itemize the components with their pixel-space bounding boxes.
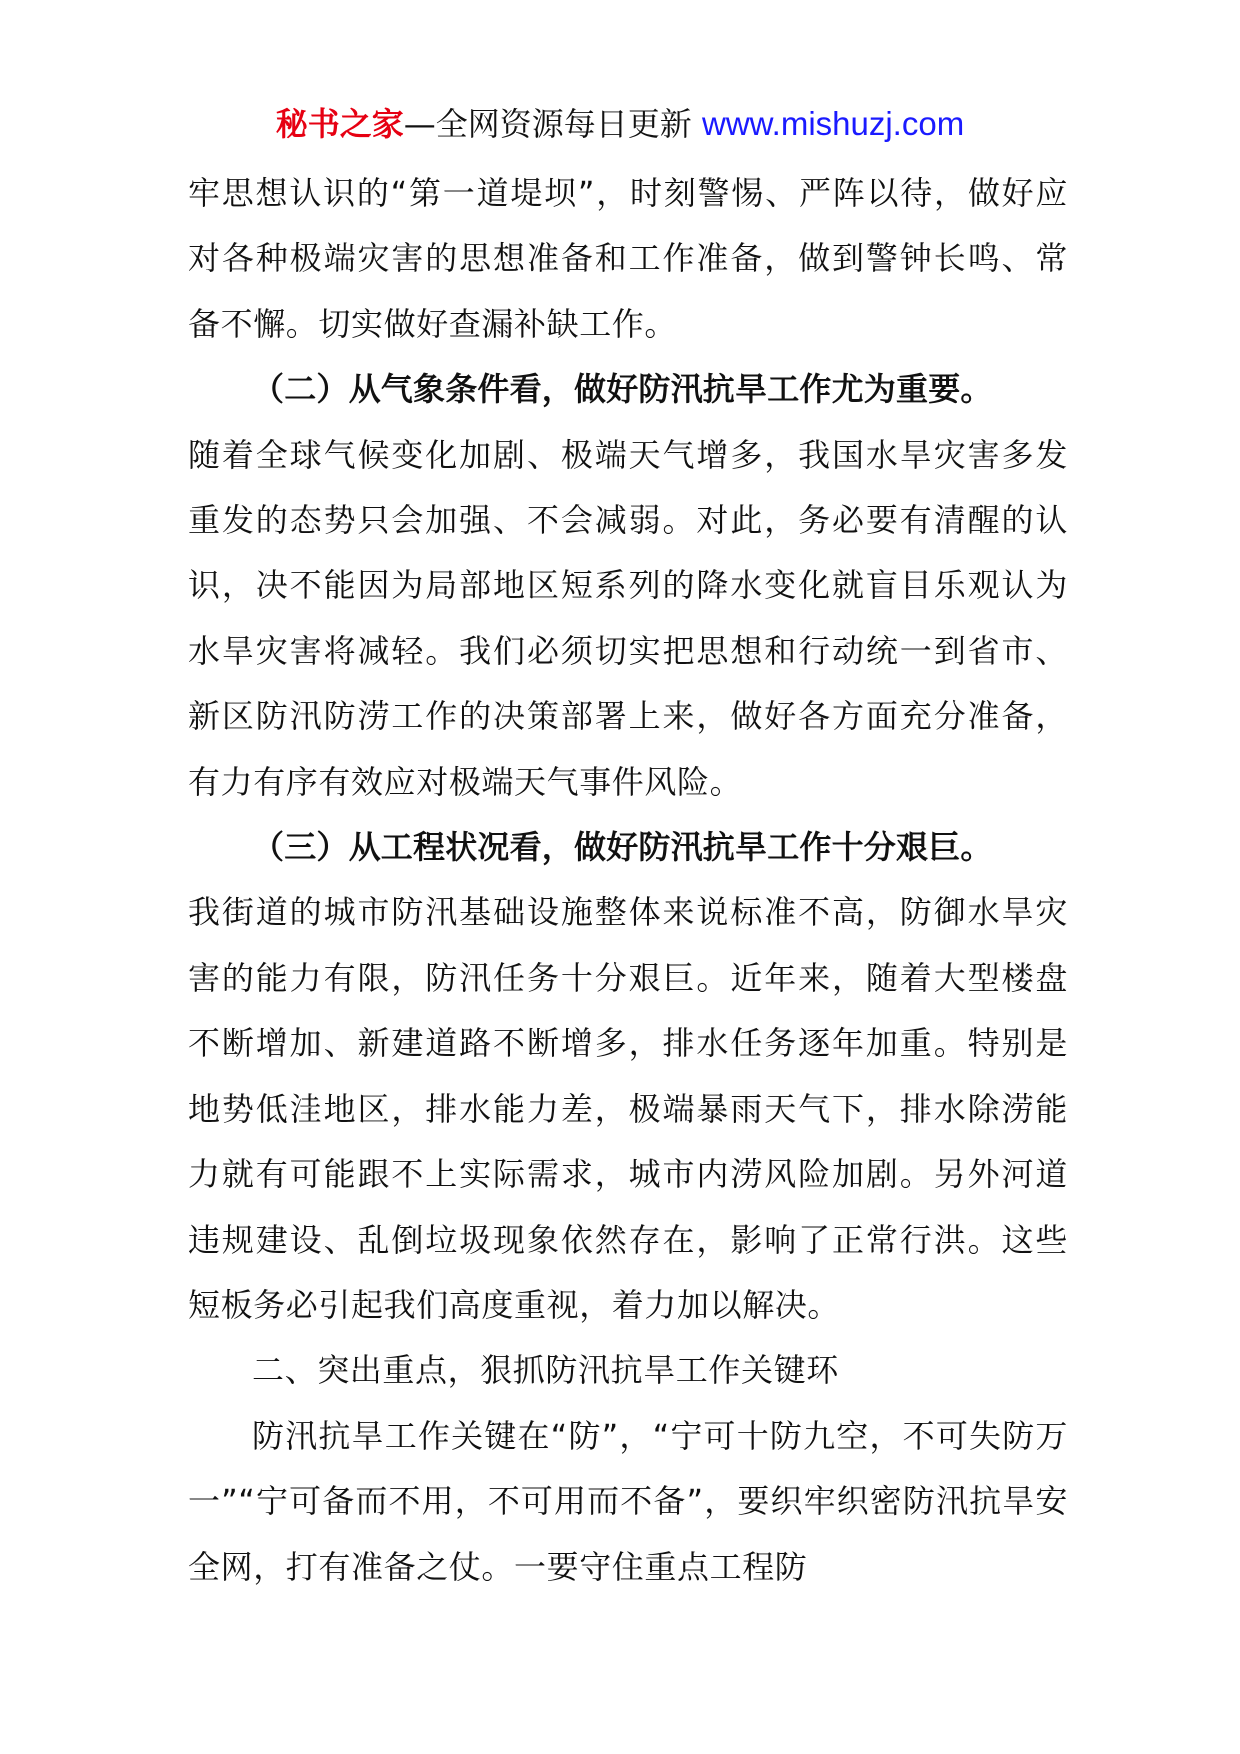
site-brand: 秘书之家 [275,105,404,143]
document-body [188,161,1068,1600]
section-heading-2: （二）从气象条件看，做好防汛抗旱工作尤为重要。 [252,370,993,409]
section-heading-3: （三）从工程状况看，做好防汛抗旱工作十分艰巨。 [252,828,993,867]
site-tagline: —全网资源每日更新 [403,105,692,143]
site-url[interactable]: www.mishuzj.com [701,105,965,142]
paragraph-engineering: 我街道的城市防汛基础设施整体来说标准不高，防御水旱灾害的能力有限，防汛任务十分艰巨。近年来，随着大型楼盘不断增加、新建道路不断增多，排水任务逐年加重。特别是地势低洼地区，排水能力差，极端暴雨天气下，排水除涝能力就有可能跟不上实际需求，城市内涝风险加剧。另外河道违规建设、乱倒垃圾现象依然存在，影响了正常行洪。这些短板务必引起我们高度重视，着力加以解决。 [188,893,1068,1324]
main-heading-2: 二、突出重点，狠抓防汛抗旱工作关键环 [252,1351,839,1390]
paragraph-continuation: 牢思想认识的“第一道堤坝”，时刻警惕、严阵以待，做好应对各种极端灾害的思想准备和工作准备，做到警钟长鸣、常备不懈。切实做好查漏补缺工作。 [188,174,1068,343]
page-header [0,100,1240,148]
paragraph-prevention: 防汛抗旱工作关键在“防”，“宁可十防九空，不可失防万一”“宁可备而不用，不可用而不备”，要织牢织密防汛抗旱安全网，打有准备之仗。一要守住重点工程防 [188,1416,1068,1586]
paragraph-weather: 随着全球气候变化加剧、极端天气增多，我国水旱灾害多发重发的态势只会加强、不会减弱。对此，务必要有清醒的认识，决不能因为局部地区短系列的降水变化就盲目乐观认为水旱灾害将减轻。我们必须切实把思想和行动统一到省市、新区防汛防涝工作的决策部署上来，做好各方面充分准备，有力有序有效应对极端天气事件风险。 [188,435,1068,801]
